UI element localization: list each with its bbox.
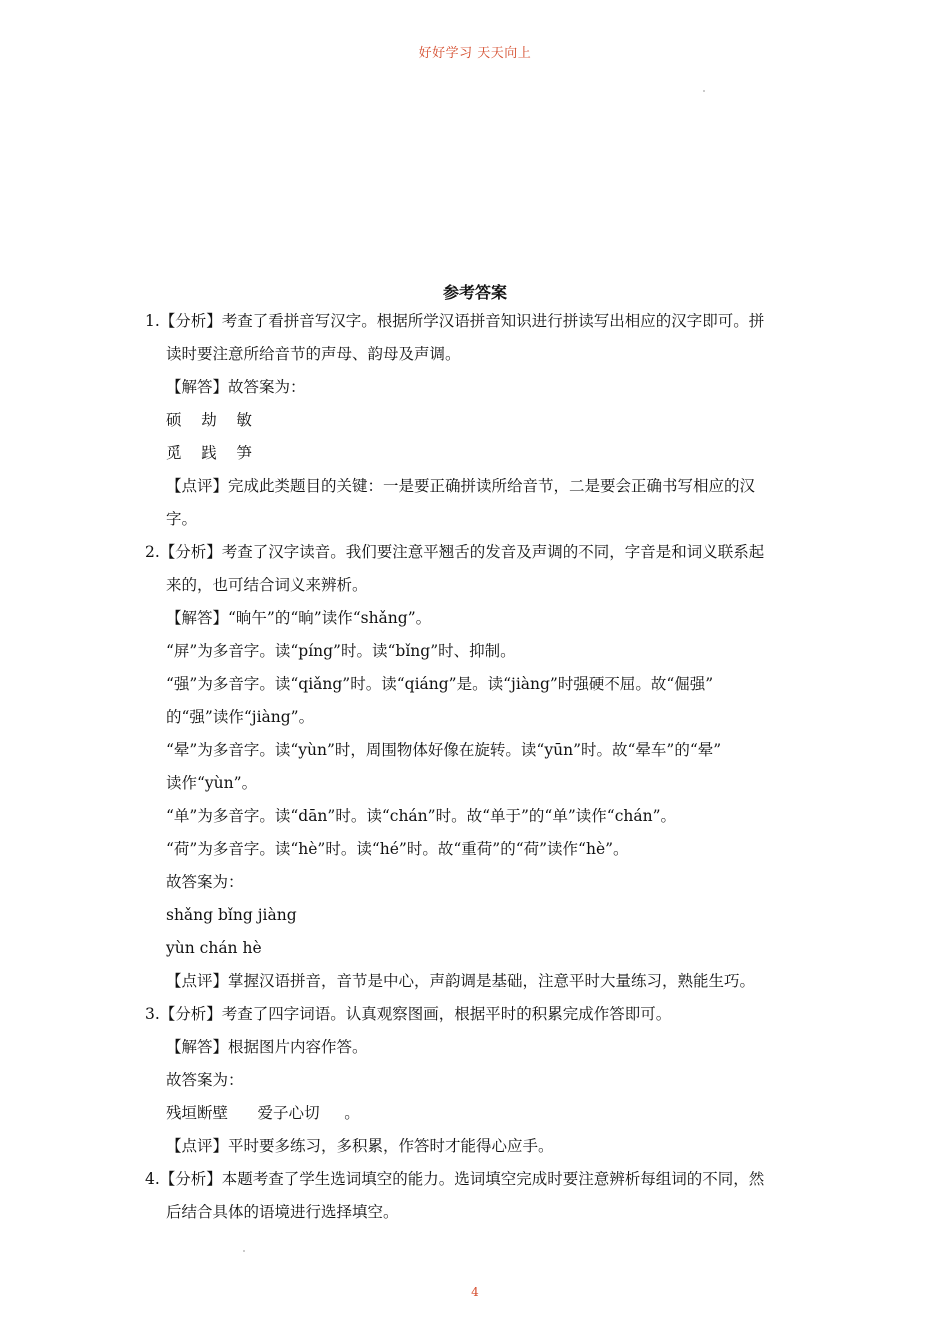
q3-answer-line1: 【解答】根据图片内容作答。 — [166, 1038, 368, 1056]
q3-analysis: 3.【分析】考查了四字词语。认真观察图画，根据平时的积累完成作答即可。 — [145, 1005, 672, 1023]
q1-answer-row2: 觅 践 笋 — [166, 444, 252, 462]
scan-speck — [243, 1250, 245, 1252]
q3-final-label: 故答案为： — [166, 1071, 244, 1089]
q2-final-row1: shǎng bǐng jiàng — [166, 906, 297, 924]
q2-final-row2: yùn chán hè — [166, 939, 262, 957]
q3-final-row: 残垣断壁 爱子心切 。 — [166, 1104, 360, 1122]
q1-comment-line2: 字。 — [166, 510, 198, 528]
q2-analysis-line1: 2.【分析】考查了汉字读音。我们要注意平翘舌的发音及声调的不同，字音是和词义联系起 — [145, 543, 765, 561]
q2-final-label: 故答案为： — [166, 873, 244, 891]
q1-comment-line1: 【点评】完成此类题目的关键：一是要正确拼读所给音节，二是要会正确书写相应的汉 — [166, 477, 756, 495]
q1-analysis-line1: 1.【分析】考查了看拼音写汉字。根据所学汉语拼音知识进行拼读写出相应的汉字即可。拼 — [145, 312, 765, 330]
q2-answer-line8: “荷”为多音字。读“hè”时。读“hé”时。故“重荷”的“荷”读作“hè”。 — [166, 840, 629, 858]
q1-answer-label: 【解答】故答案为： — [166, 378, 306, 396]
q2-answer-line4: 的“强”读作“jiàng”。 — [166, 708, 315, 726]
q3-comment: 【点评】平时要多练习，多积累，作答时才能得心应手。 — [166, 1137, 554, 1155]
q1-answer-row1: 硕 劫 敏 — [166, 411, 252, 429]
page-header-motto: 好好学习 天天向上 — [418, 46, 532, 61]
q2-answer-line3: “强”为多音字。读“qiǎng”时。读“qiáng”是。读“jiàng”时强硬不屈。故“倔强” — [166, 675, 714, 693]
q2-answer-line7: “单”为多音字。读“dān”时。读“chán”时。故“单于”的“单”读作“chán”。 — [166, 807, 677, 825]
answer-key-title: 参考答案 — [442, 283, 507, 302]
q1-analysis-line2: 读时要注意所给音节的声母、韵母及声调。 — [166, 345, 461, 363]
q2-answer-line6: 读作“yùn”。 — [166, 774, 258, 792]
q4-analysis-line2: 后结合具体的语境进行选择填空。 — [166, 1203, 399, 1221]
page-number: 4 — [471, 1285, 479, 1299]
q2-analysis-line2: 来的，也可结合词义来辨析。 — [166, 576, 368, 594]
q4-analysis-line1: 4.【分析】本题考查了学生选词填空的能力。选词填空完成时要注意辨析每组词的不同，然 — [145, 1170, 765, 1188]
q2-comment: 【点评】掌握汉语拼音，音节是中心，声韵调是基础，注意平时大量练习，熟能生巧。 — [166, 972, 756, 990]
scan-speck — [703, 90, 705, 92]
q2-answer-line1: 【解答】“晌午”的“晌”读作“shǎng”。 — [166, 609, 432, 627]
q2-answer-line2: “屏”为多音字。读“píng”时。读“bǐng”时、抑制。 — [166, 642, 516, 660]
q2-answer-line5: “晕”为多音字。读“yùn”时，周围物体好像在旋转。读“yūn”时。故“晕车”的“晕” — [166, 741, 722, 759]
